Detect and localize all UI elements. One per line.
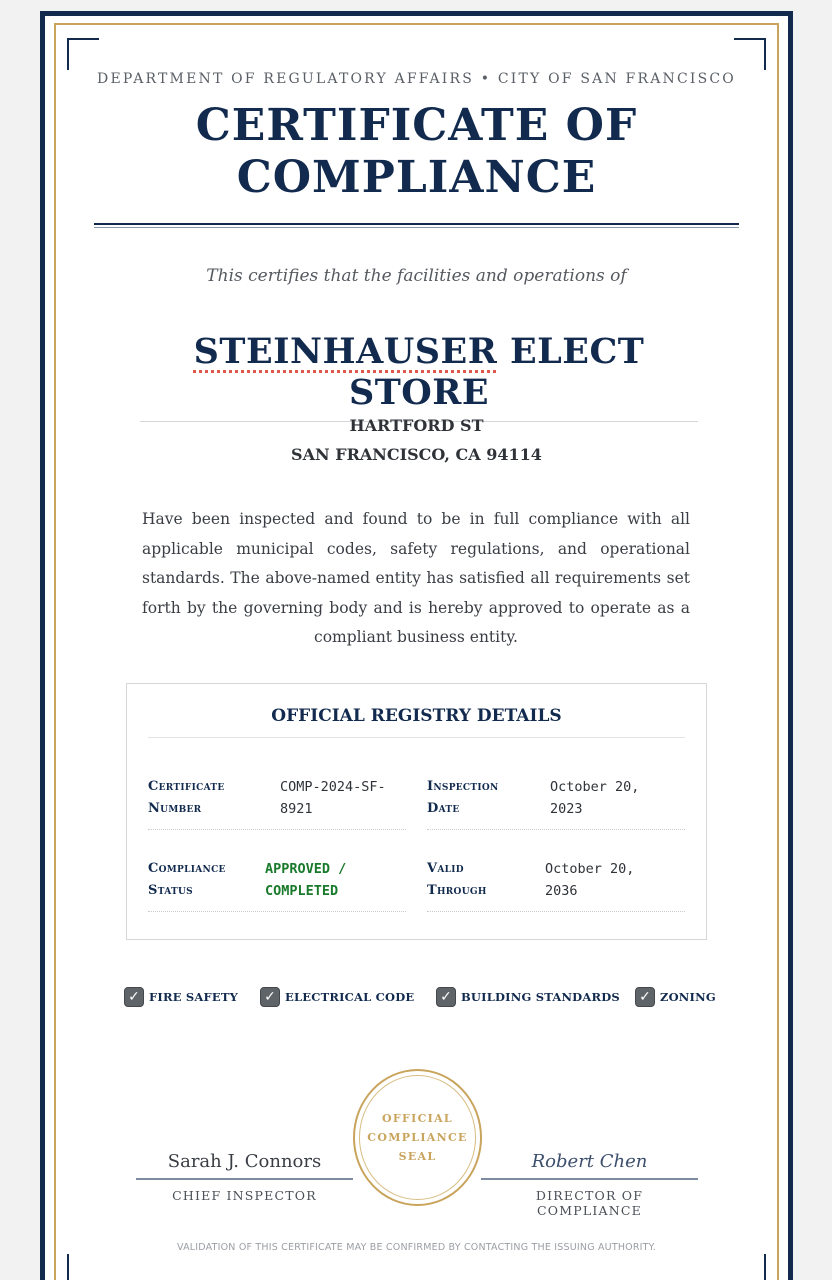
checkbox-checked-icon[interactable]: ✓ [124,987,144,1007]
check-electrical-code[interactable] [260,985,414,1009]
certificate-number-value: COMP-2024-SF- 8921 [280,779,386,817]
business-address [45,411,788,469]
certificate-number-cell [148,762,406,830]
valid-through-label: Valid Through [427,861,487,898]
checkbox-checked-icon[interactable]: ✓ [635,987,655,1007]
validation-footer: VALIDATION OF THIS CERTIFICATE MAY BE CONFIRMED BY CONTACTING THE ISSUING AUTHORITY. [177,1242,656,1253]
chief-inspector-signature: Sarah J. Connors [136,1144,353,1180]
inspection-date-cell [427,762,685,830]
business-name-part-1: STEINHAUSER [193,331,498,372]
chief-inspector-title: CHIEF INSPECTOR [172,1188,317,1203]
signature-block-right [481,1144,698,1218]
department-line: DEPARTMENT OF REGULATORY AFFAIRS • CITY OF SAN FRANCISCO [97,71,736,87]
certificate-sheet [40,11,793,1280]
title-line-1: CERTIFICATE OF [195,100,638,151]
title-divider [94,223,739,228]
business-name [140,331,698,422]
compliance-status-cell [148,844,406,912]
compliance-status-label: Compliance Status [148,861,226,898]
check-label: BUILDING STANDARDS [461,990,620,1004]
compliance-status-value: APPROVED / COMPLETED [265,861,347,899]
check-label: ELECTRICAL CODE [285,990,415,1004]
compliance-statement: Have been inspected and found to be in full compliance with all applicable municipal codes, safety regulations, and operational standards. The above-named entity has satisfied all requirements set forth by the governing body and is hereby approved to operate as a compliant business entity. [142,510,690,646]
registry-details-box [126,683,707,940]
corner-ornament-bottom-right [734,1254,766,1280]
director-signature: Robert Chen [481,1144,698,1180]
address-line-1: HARTFORD ST [349,416,484,435]
corner-ornament-bottom-left [67,1254,99,1280]
check-fire-safety[interactable] [124,985,238,1009]
address-line-2: SAN FRANCISCO, CA 94114 [291,445,542,464]
check-label: FIRE SAFETY [149,990,238,1004]
registry-title: OFFICIAL REGISTRY DETAILS [148,706,685,738]
corner-ornament-top-right [734,38,766,70]
inspection-date-label: Inspection Date [427,779,499,816]
certificate-title [45,100,788,204]
certification-intro: This certifies that the facilities and operations of [206,266,627,286]
check-label: ZONING [660,990,716,1004]
title-line-2: COMPLIANCE [236,152,597,203]
director-title: DIRECTOR OF COMPLIANCE [535,1188,644,1218]
checkbox-checked-icon[interactable]: ✓ [436,987,456,1007]
valid-through-value: October 20, 2036 [545,861,635,899]
official-seal [353,1069,482,1206]
valid-through-cell [427,844,685,912]
corner-ornament-top-left [67,38,99,70]
check-building-standards[interactable] [436,985,620,1009]
check-zoning[interactable] [635,985,716,1009]
seal-inner-ring [359,1075,476,1200]
certificate-number-label: Certificate Number [148,779,225,816]
checkbox-checked-icon[interactable]: ✓ [260,987,280,1007]
business-name-part-2: ELECT STORE [348,331,645,413]
compliance-checklist [45,985,788,1009]
signature-block-left [136,1144,353,1203]
inspection-date-value: October 20, 2023 [550,779,640,817]
seal-text: OFFICIAL COMPLIANCE SEAL [367,1112,468,1163]
